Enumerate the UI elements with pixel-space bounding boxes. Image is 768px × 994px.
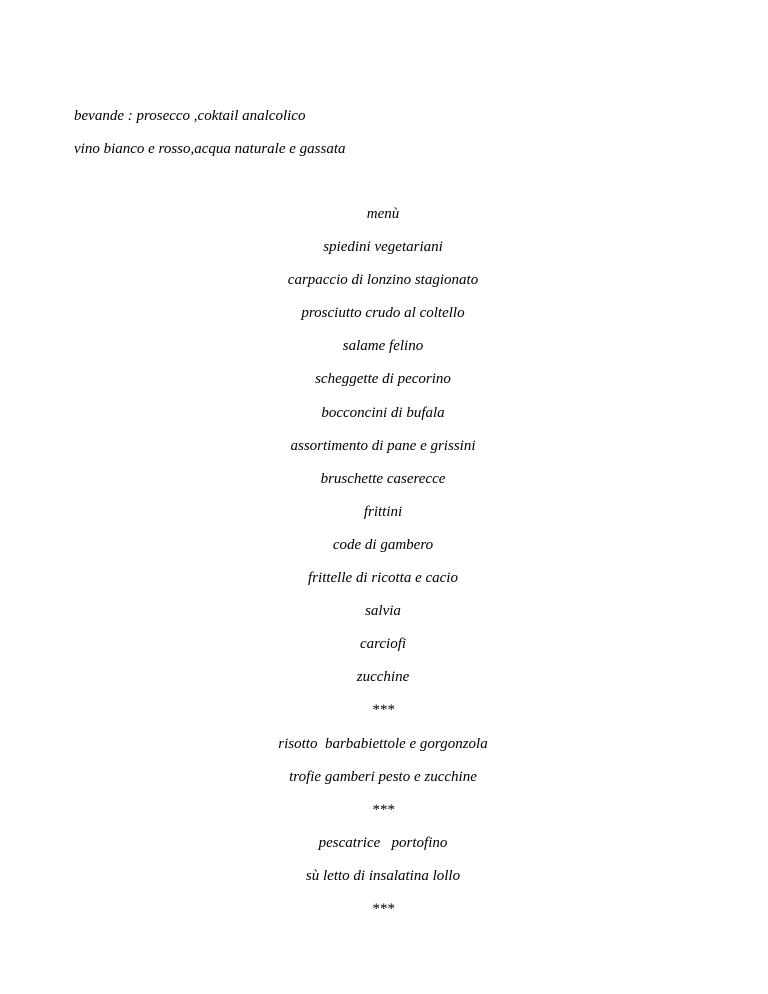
menu-item: prosciutto crudo al coltello [301,305,465,322]
menu-item: sù letto di insalatina lollo [305,867,461,884]
menu-item: frittini [363,503,403,520]
menu-item: zucchine [356,669,410,686]
menu-item: assortimento di pane e grissini [290,437,476,454]
menu-heading: menù [366,206,400,222]
section-separator: *** [371,702,395,719]
menu-item: bruschette caserecce [320,470,446,487]
drinks-line-2: vino bianco e rosso,acqua naturale e gassata [74,141,346,157]
menu-item: salame felino [342,338,424,355]
menu-item: carpaccio di lonzino stagionato [287,272,479,289]
menu-item: bocconcini di bufala [321,404,445,421]
menu-item: trofie gamberi pesto e zucchine [289,768,477,785]
menu-list [0,204,768,932]
section-separator: *** [371,900,395,917]
section-separator: *** [371,801,395,818]
menu-item: risotto barbabiettole e gorgonzola [278,735,488,752]
menu-item: salvia [365,603,401,620]
drinks-line-1: bevande : prosecco ,coktail analcolico [74,108,306,124]
menu-item: pescatrice portofino [318,834,448,851]
menu-item: frittelle di ricotta e cacio [308,570,458,587]
menu-item: scheggette di pecorino [315,371,451,388]
drinks-section [74,106,346,172]
menu-item: code di gambero [332,536,434,553]
menu-item: spiedini vegetariani [323,239,443,256]
menu-item: carciofi [359,636,407,653]
